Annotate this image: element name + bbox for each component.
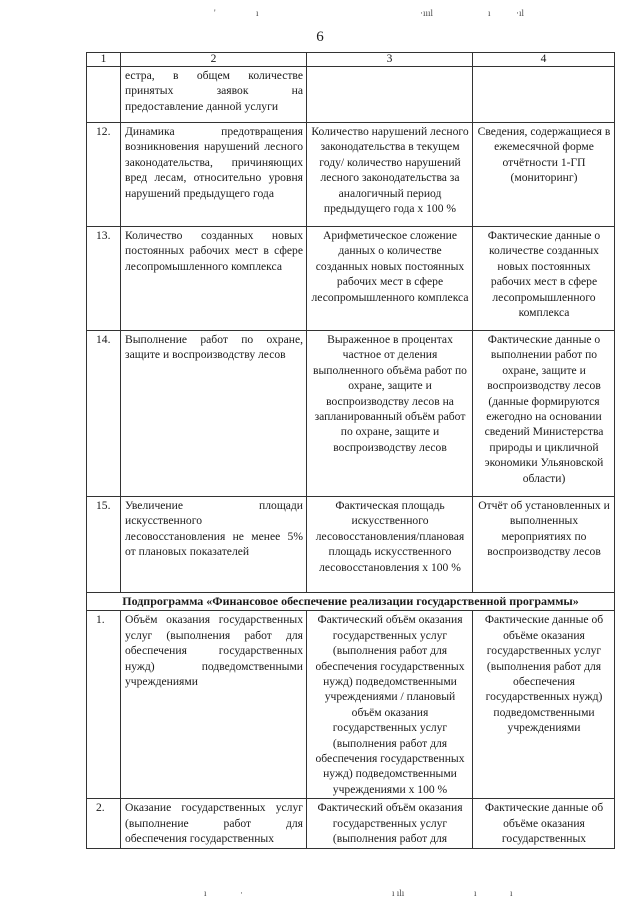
table-row — [87, 67, 615, 123]
calculation-method — [307, 67, 473, 123]
table-row — [87, 799, 615, 849]
row-number: 13. — [87, 227, 121, 331]
indicator-name: естра, в общем количестве принятых заявок на предоставление данной услуги — [121, 67, 307, 123]
header-cell-1: 1 — [87, 53, 121, 67]
data-source: Сведения, содержащиеся в ежемесячной форме отчётности 1-ГП (мониторинг) — [473, 123, 615, 227]
table-row — [87, 123, 615, 227]
calculation-method: Фактический объём оказания государственных услуг (выполнения работ для — [307, 799, 473, 849]
scan-artifacts-top: ' ı ·ıııl ı ·ıl — [214, 8, 524, 18]
calculation-method: Количество нарушений лесного законодательства в текущем году/ количество нарушений лесного законодательства за аналогичный период предыдущего года x 100 % — [307, 123, 473, 227]
indicator-name: Выполнение работ по охране, защите и воспроизводству лесов — [121, 331, 307, 497]
table-row — [87, 611, 615, 799]
header-cell-4: 4 — [473, 53, 615, 67]
row-number: 2. — [87, 799, 121, 849]
row-number: 1. — [87, 611, 121, 799]
calculation-method: Фактический объём оказания государственных услуг (выполнения работ для обеспечения государственных нужд) подведомственными учреждениями / плановый объём оказания государственных услуг (выполнения работ для обеспечения государственных нужд) подведомственными учреждениями x 100 % — [307, 611, 473, 799]
calculation-method: Фактическая площадь искусственного лесовосстановления/плановая площадь искусственного лесовосстановления x 100 % — [307, 497, 473, 593]
table-row — [87, 227, 615, 331]
calculation-method: Арифметическое сложение данных о количестве созданных новых постоянных рабочих мест в сфере лесопромышленного комплекса — [307, 227, 473, 331]
indicator-name: Объём оказания государственных услуг (выполнения работ для обеспечения государственных нужд) подведомственными учреждениями — [121, 611, 307, 799]
row-number — [87, 67, 121, 123]
data-source: Отчёт об установленных и выполненных мероприятиях по воспроизводству лесов — [473, 497, 615, 593]
indicator-name: Динамика предотвращения возникновения нарушений лесного законодательства, причиняющих вред лесам, относительно уровня нарушений предыдущего года — [121, 123, 307, 227]
calculation-method: Выраженное в процентах частное от деления выполненного объёма работ по охране, защите и воспроизводству лесов на запланированный объём работ по охране, защите и воспроизводству лесов — [307, 331, 473, 497]
row-number: 12. — [87, 123, 121, 227]
subprogram-row — [87, 593, 615, 611]
indicator-name: Количество созданных новых постоянных рабочих мест в сфере лесопромышленного комплекса — [121, 227, 307, 331]
indicators-table — [86, 52, 615, 849]
table-row — [87, 497, 615, 593]
data-source: Фактические данные об объёме оказания государственных услуг (выполнения работ для обеспечения государственных нужд) подведомственными учреждениями — [473, 611, 615, 799]
header-cell-2: 2 — [121, 53, 307, 67]
indicator-name: Увеличение площади искусственного лесовосстановления не менее 5% от плановых показателей — [121, 497, 307, 593]
data-source: Фактические данные о количестве созданных новых постоянных рабочих мест в сфере лесопромышленного комплекса — [473, 227, 615, 331]
indicator-name: Оказание государственных услуг (выполнение работ для обеспечения государственных — [121, 799, 307, 849]
table-header-row — [87, 53, 615, 67]
data-source — [473, 67, 615, 123]
row-number: 14. — [87, 331, 121, 497]
data-source: Фактические данные о выполнении работ по охране, защите и воспроизводству лесов (данные формируются ежегодно на основании сведений Министерства природы и цикличной экономики Ульяновской области) — [473, 331, 615, 497]
header-cell-3: 3 — [307, 53, 473, 67]
row-number: 15. — [87, 497, 121, 593]
subprogram-title: Подпрограмма «Финансовое обеспечение реализации государственной программы» — [87, 593, 615, 611]
page-number: 6 — [316, 29, 324, 45]
table-row — [87, 331, 615, 497]
scan-artifacts-bottom: ı · ı ılı ı ı — [204, 888, 513, 898]
data-source: Фактические данные об объёме оказания государственных — [473, 799, 615, 849]
